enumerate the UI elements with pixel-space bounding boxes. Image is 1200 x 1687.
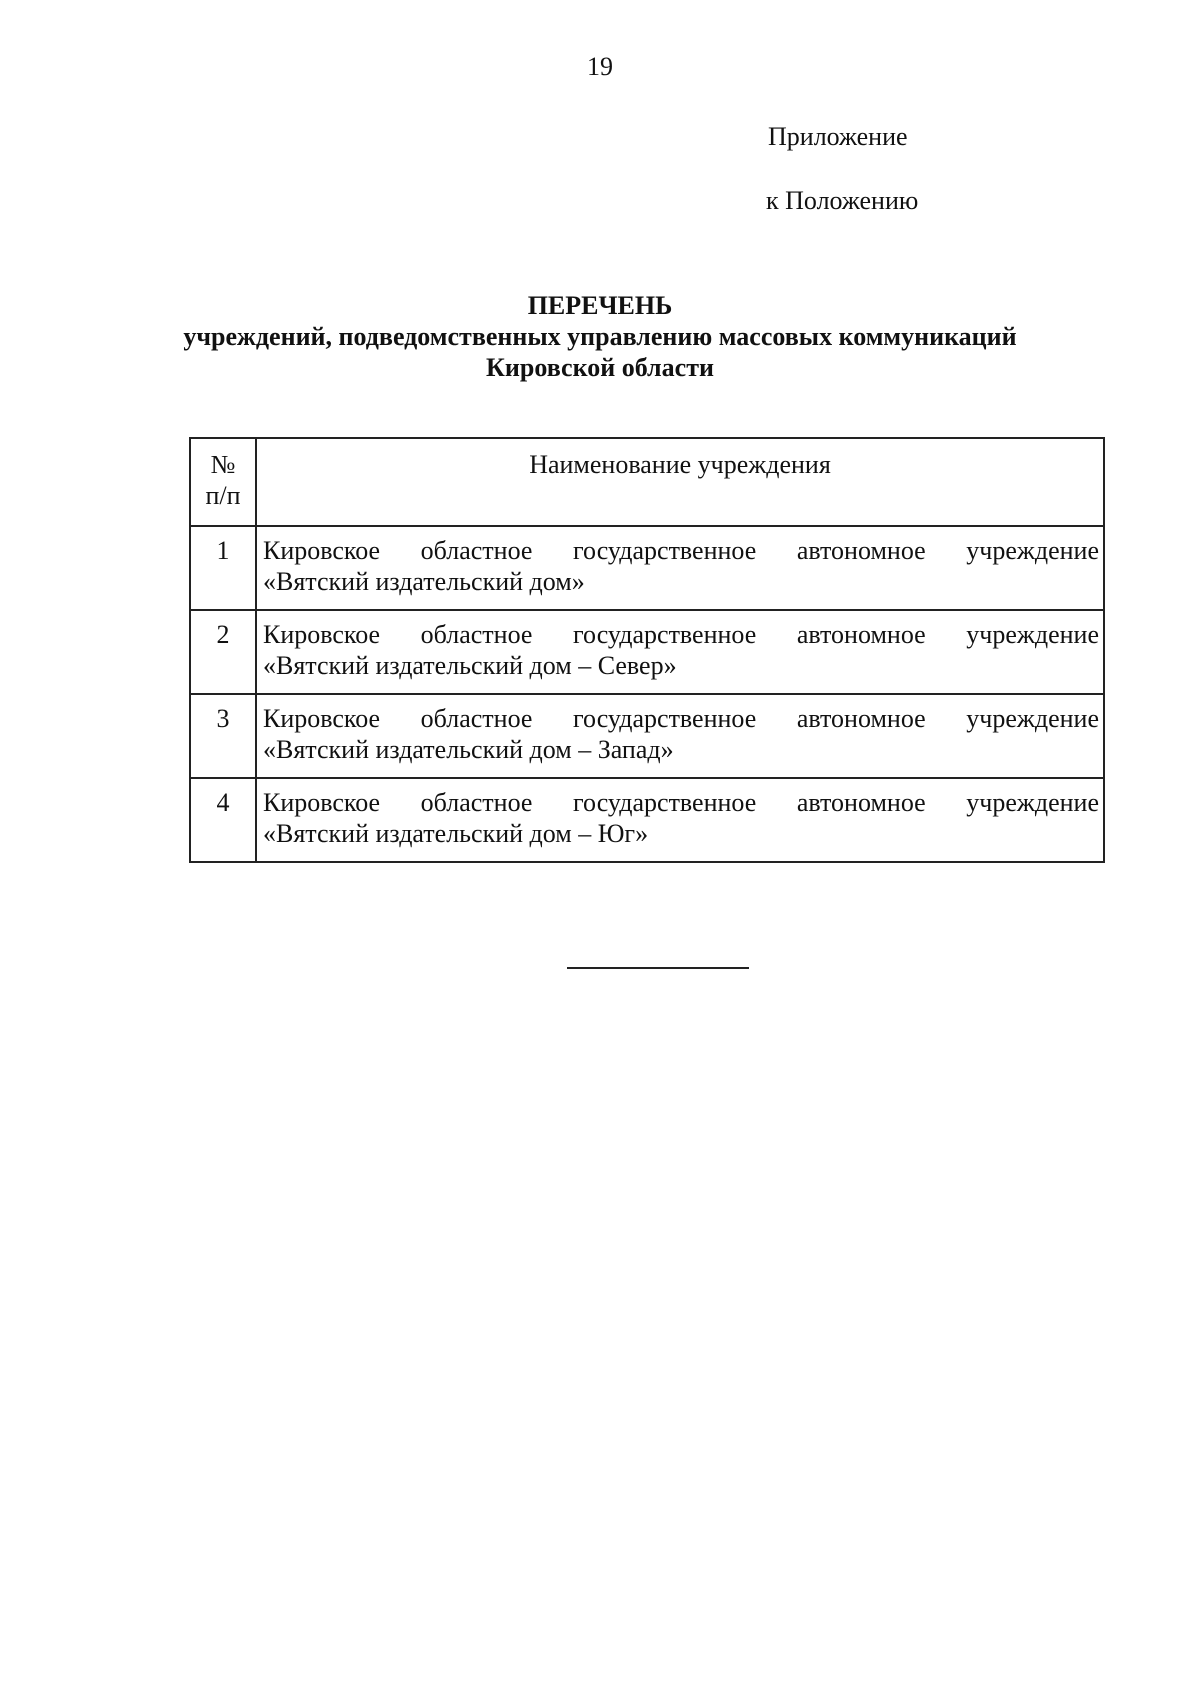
word: автономное [796, 536, 926, 565]
word: областное [420, 536, 533, 565]
institution-name-line2: «Вятский издательский дом – Запад» [263, 735, 674, 764]
word: Кировское [263, 620, 381, 649]
word: учреждение [966, 536, 1099, 565]
institution-name [256, 694, 1104, 778]
word: государственное [573, 536, 757, 565]
page-number: 19 [587, 52, 613, 81]
table-header-row [190, 438, 1104, 526]
table-row [190, 610, 1104, 694]
institution-name [256, 778, 1104, 862]
row-number: 4 [190, 778, 256, 862]
word: учреждение [966, 704, 1099, 733]
institution-name-line2: «Вятский издательский дом» [263, 567, 585, 596]
number-header-line1: № [210, 450, 236, 479]
heading-region: Кировской области [486, 353, 714, 382]
table-row [190, 778, 1104, 862]
name-column-header: Наименование учреждения [256, 438, 1104, 526]
word: областное [420, 704, 533, 733]
institutions-table [189, 437, 1105, 863]
table-row [190, 694, 1104, 778]
word: Кировское [263, 536, 381, 565]
institution-name-line1 [263, 703, 1099, 734]
word: автономное [796, 620, 926, 649]
table-row [190, 526, 1104, 610]
institution-name-line2: «Вятский издательский дом – Север» [263, 651, 677, 680]
institution-name-line1 [263, 787, 1099, 818]
number-column-header [190, 438, 256, 526]
word: областное [420, 788, 533, 817]
word: областное [420, 620, 533, 649]
number-header-line2: п/п [205, 481, 241, 510]
appendix-reference: к Положению [766, 186, 919, 215]
institution-name [256, 610, 1104, 694]
appendix-label: Приложение [768, 122, 908, 151]
word: автономное [796, 788, 926, 817]
institution-name-line1 [263, 535, 1099, 566]
word: государственное [573, 704, 757, 733]
word: государственное [573, 788, 757, 817]
row-number: 3 [190, 694, 256, 778]
document-heading [0, 290, 1200, 383]
heading-title: ПЕРЕЧЕНЬ [527, 291, 673, 320]
institution-name-line2: «Вятский издательский дом – Юг» [263, 819, 649, 848]
word: автономное [796, 704, 926, 733]
word: Кировское [263, 704, 381, 733]
row-number: 2 [190, 610, 256, 694]
heading-subtitle: учреждений, подведомственных управлению массовых коммуникаций [183, 322, 1017, 351]
word: государственное [573, 620, 757, 649]
word: учреждение [966, 788, 1099, 817]
row-number: 1 [190, 526, 256, 610]
institution-name-line1 [263, 619, 1099, 650]
word: учреждение [966, 620, 1099, 649]
institution-name [256, 526, 1104, 610]
end-separator-line [567, 967, 749, 969]
word: Кировское [263, 788, 381, 817]
